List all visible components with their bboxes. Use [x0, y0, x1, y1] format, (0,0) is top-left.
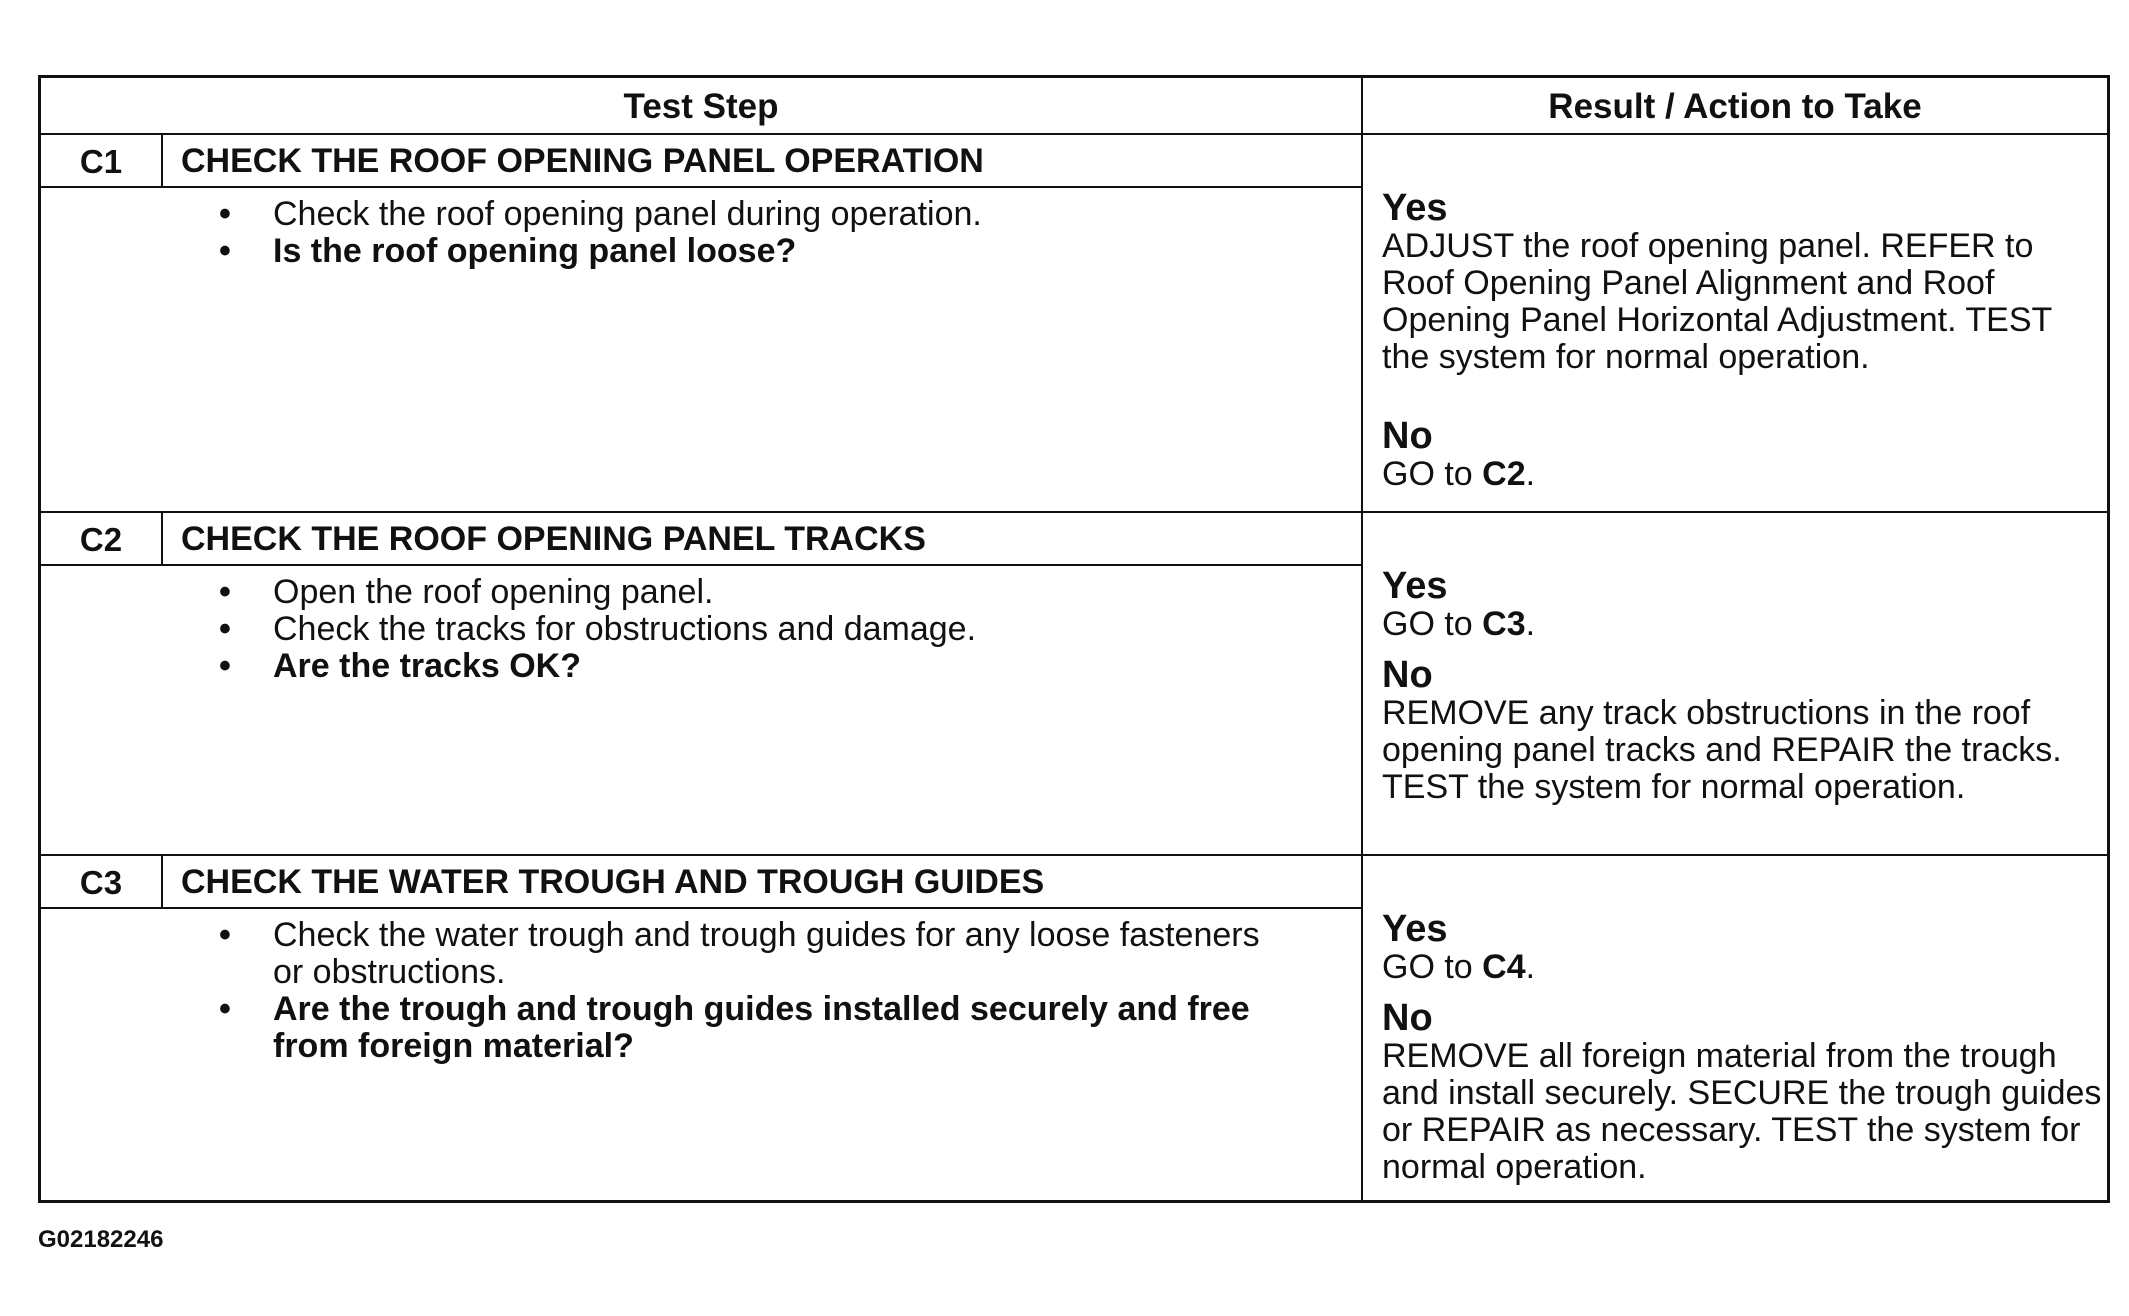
step-reference: C3	[1482, 605, 1526, 643]
no-label: No	[1382, 997, 1433, 1039]
step-bullets-c3	[161, 917, 1281, 1065]
bullet-item: • Check the tracks for obstructions and damage.	[161, 611, 1281, 648]
step-id-c3: C3	[79, 864, 123, 901]
yes-label: Yes	[1382, 908, 1448, 950]
no-action	[1382, 456, 2102, 493]
id-divider-c1	[161, 133, 163, 186]
result-c1	[1382, 188, 2102, 493]
bullet-question: • Are the tracks OK?	[161, 648, 1281, 685]
yes-action	[1382, 949, 2102, 986]
bullet-item: • Check the roof opening panel during operation.	[161, 196, 1281, 233]
yes-label: Yes	[1382, 565, 1448, 607]
bullet-question: • Are the trough and trough guides installed securely and free from foreign material?	[161, 991, 1281, 1065]
bullet-item: • Check the water trough and trough guides for any loose fasteners or obstructions.	[161, 917, 1281, 991]
yes-action-text: GO to	[1382, 948, 1483, 986]
step-id-c2: C2	[79, 521, 123, 558]
bullet-question: • Is the roof opening panel loose?	[161, 233, 1281, 270]
column-divider	[1361, 78, 1363, 1200]
step-title-c1: CHECK THE ROOF OPENING PANEL OPERATION	[181, 142, 984, 180]
yes-action-text: GO to	[1382, 605, 1483, 643]
diagnostic-table	[38, 75, 2110, 1203]
no-action-suffix: .	[1525, 455, 1536, 493]
header-result-action: Result / Action to Take	[1548, 87, 1922, 126]
step-bullets-c1	[161, 196, 1281, 270]
header-test-step: Test Step	[623, 87, 779, 126]
yes-action-suffix: .	[1525, 948, 1536, 986]
result-c3	[1382, 909, 2102, 1186]
result-c2	[1382, 566, 2102, 806]
yes-label: Yes	[1382, 187, 1448, 229]
yes-action	[1382, 606, 2102, 643]
step-reference: C2	[1482, 455, 1526, 493]
figure-id: G02182246	[38, 1226, 164, 1253]
no-label: No	[1382, 415, 1433, 457]
id-divider-c3	[161, 854, 163, 907]
no-action: REMOVE any track obstructions in the roof opening panel tracks and REPAIR the tracks. TEST the system for normal operation.	[1382, 694, 2062, 806]
no-action-text: GO to	[1382, 455, 1483, 493]
step-reference: C4	[1482, 948, 1526, 986]
step-bullets-c2	[161, 574, 1281, 685]
step-id-c1: C1	[79, 143, 123, 180]
step-title-c3: CHECK THE WATER TROUGH AND TROUGH GUIDES	[181, 863, 1045, 901]
no-action: REMOVE all foreign material from the trough and install securely. SECURE the trough guides or REPAIR as necessary. TEST the system for normal operation.	[1382, 1037, 2102, 1186]
yes-action-suffix: .	[1525, 605, 1536, 643]
yes-action: ADJUST the roof opening panel. REFER to Roof Opening Panel Alignment and Roof Opening Panel Horizontal Adjustment. TEST the system for normal operation.	[1382, 227, 2052, 376]
step-title-c2: CHECK THE ROOF OPENING PANEL TRACKS	[181, 520, 926, 558]
id-divider-c2	[161, 511, 163, 564]
no-label: No	[1382, 654, 1433, 696]
bullet-item: • Open the roof opening panel.	[161, 574, 1281, 611]
